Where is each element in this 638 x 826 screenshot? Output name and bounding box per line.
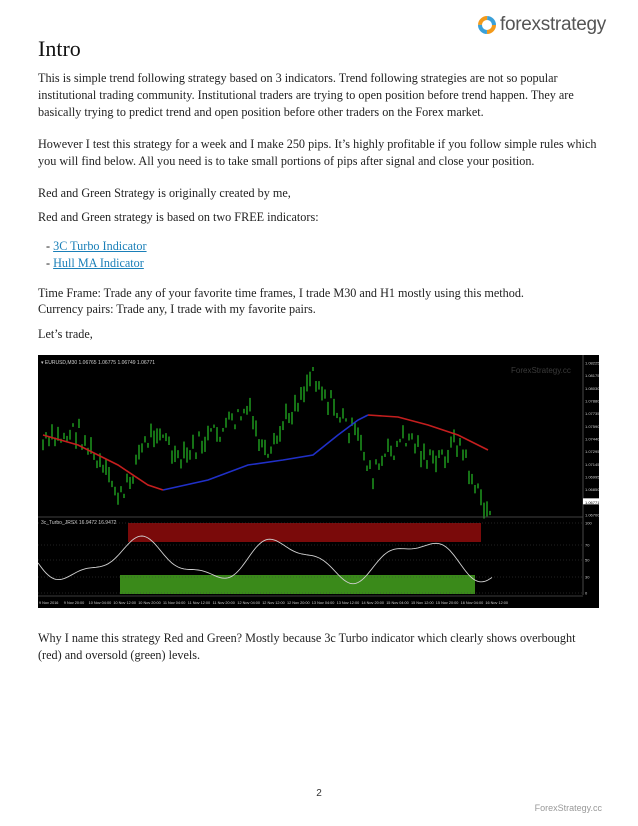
time-axis xyxy=(38,596,583,605)
price-tick-label: 1.07880 xyxy=(585,398,599,404)
oscillator-tick-label: 70 xyxy=(585,542,590,548)
results-paragraph: However I test this strategy for a week and I make 250 pips. It’s highly profitable if you follow simple rules which you will find below. All you need is to take small portions of pips after signal and close your position. xyxy=(38,137,597,168)
time-tick-label: 12 Nov 04:00 xyxy=(237,601,260,605)
logo-text: forexstrategy xyxy=(500,14,606,35)
time-tick-label: 13 Nov 04:00 xyxy=(311,601,335,605)
list-item: - 3C Turbo Indicator xyxy=(46,239,147,253)
3c-turbo-link[interactable]: 3C Turbo Indicator xyxy=(53,239,147,253)
price-tick-label: 1.07145 xyxy=(585,461,599,467)
time-tick-label: 11 Nov 20:00 xyxy=(212,601,235,605)
indicators-intro: Red and Green strategy is based on two FREE indicators: xyxy=(38,210,319,224)
price-tick-label: 1.07295 xyxy=(585,449,599,455)
time-tick-label: 14 Nov 20:00 xyxy=(361,601,384,605)
logo-ring-icon xyxy=(477,15,497,35)
price-tick-label: 1.07440 xyxy=(585,436,599,442)
time-tick-label: 15 Nov 20:00 xyxy=(435,601,459,605)
chart-watermark: ForexStrategy.cc xyxy=(511,366,571,375)
oscillator-axis xyxy=(585,521,592,596)
page-number: 2 xyxy=(316,788,322,799)
oscillator-tick-label: 50 xyxy=(585,557,590,563)
time-tick-label: 10 Nov 20:00 xyxy=(138,601,161,605)
hull-ma-link[interactable]: Hull MA Indicator xyxy=(53,256,144,270)
price-tick-label: 1.08225 xyxy=(585,360,599,366)
oversold-green-zone xyxy=(120,575,475,594)
time-tick-label: 11 Nov 12:00 xyxy=(187,601,211,605)
trading-chart xyxy=(38,355,599,608)
time-tick-label: 15 Nov 04:00 xyxy=(386,601,409,605)
footer-site: ForexStrategy.cc xyxy=(534,803,602,813)
price-candles xyxy=(43,367,490,519)
ma-segment xyxy=(43,435,163,490)
time-tick-label: 10 Nov 12:00 xyxy=(113,601,136,605)
oscillator-tick-label: 30 xyxy=(585,574,590,580)
price-tick-label: 1.06700 xyxy=(585,512,599,518)
time-tick-label: 15 Nov 12:00 xyxy=(411,601,434,605)
time-tick-label: 16 Nov 04:00 xyxy=(460,601,484,605)
chart-header: ▾ EURUSD,M30 1.06765 1.06775 1.06749 1.06771 xyxy=(41,360,155,366)
ma-segment xyxy=(368,415,488,450)
price-tick-label: 1.07590 xyxy=(585,423,599,429)
oscillator-tick-label: 100 xyxy=(585,520,592,526)
price-tick-label: 1.06850 xyxy=(585,487,599,493)
time-tick-label: 11 Nov 04:00 xyxy=(163,601,186,605)
time-tick-label: 12 Nov 12:00 xyxy=(262,601,285,605)
indicator-list xyxy=(46,238,614,272)
price-tick-label: 1.07735 xyxy=(585,411,599,417)
forexstrategy-logo xyxy=(477,14,606,36)
time-tick-label: 10 Nov 04:00 xyxy=(88,601,112,605)
time-tick-label: 16 Nov 12:00 xyxy=(485,601,508,605)
overbought-red-zone xyxy=(128,523,481,542)
list-item: - Hull MA Indicator xyxy=(46,256,144,270)
price-tick-label: 1.08175 xyxy=(585,373,599,379)
time-tick-label: 9 Nov 20:00 xyxy=(63,601,85,605)
oscillator-header: 3c_Turbo_JRSX 16.9472 16.9472 xyxy=(41,520,117,526)
price-tick-label: 1.06995 xyxy=(585,474,599,480)
origin-paragraph: Red and Green Strategy is originally created by me, xyxy=(38,186,291,200)
currency-pairs-paragraph: Currency pairs: Trade any, I trade with my favorite pairs. xyxy=(38,302,316,316)
lets-trade-paragraph: Let’s trade, xyxy=(38,327,93,341)
page-title: Intro xyxy=(38,36,81,61)
red-green-explanation: Why I name this strategy Red and Green? Mostly because 3c Turbo indicator which clearly shows overbought (red) and oversold (green) levels. xyxy=(38,631,576,662)
price-tick-label: 1.06771 xyxy=(585,499,599,505)
price-tick-label: 1.08030 xyxy=(585,385,599,391)
time-frame-paragraph: Time Frame: Trade any of your favorite time frames, I trade M30 and H1 mostly using this method. xyxy=(38,286,524,300)
chart-canvas xyxy=(38,355,599,608)
time-tick-label: 12 Nov 20:00 xyxy=(287,601,310,605)
intro-paragraph: This is simple trend following strategy based on 3 indicators. Trend following strategies are not so popular institutional trading community. Institutional traders are trying to open position before trend happen. They are basically trying to predict trend and open position before other traders on the Forex market. xyxy=(38,71,574,119)
time-tick-label: 9 Nov 2016 xyxy=(39,601,59,605)
oscillator-tick-label: 0 xyxy=(585,590,588,596)
time-tick-label: 13 Nov 12:00 xyxy=(336,601,360,605)
